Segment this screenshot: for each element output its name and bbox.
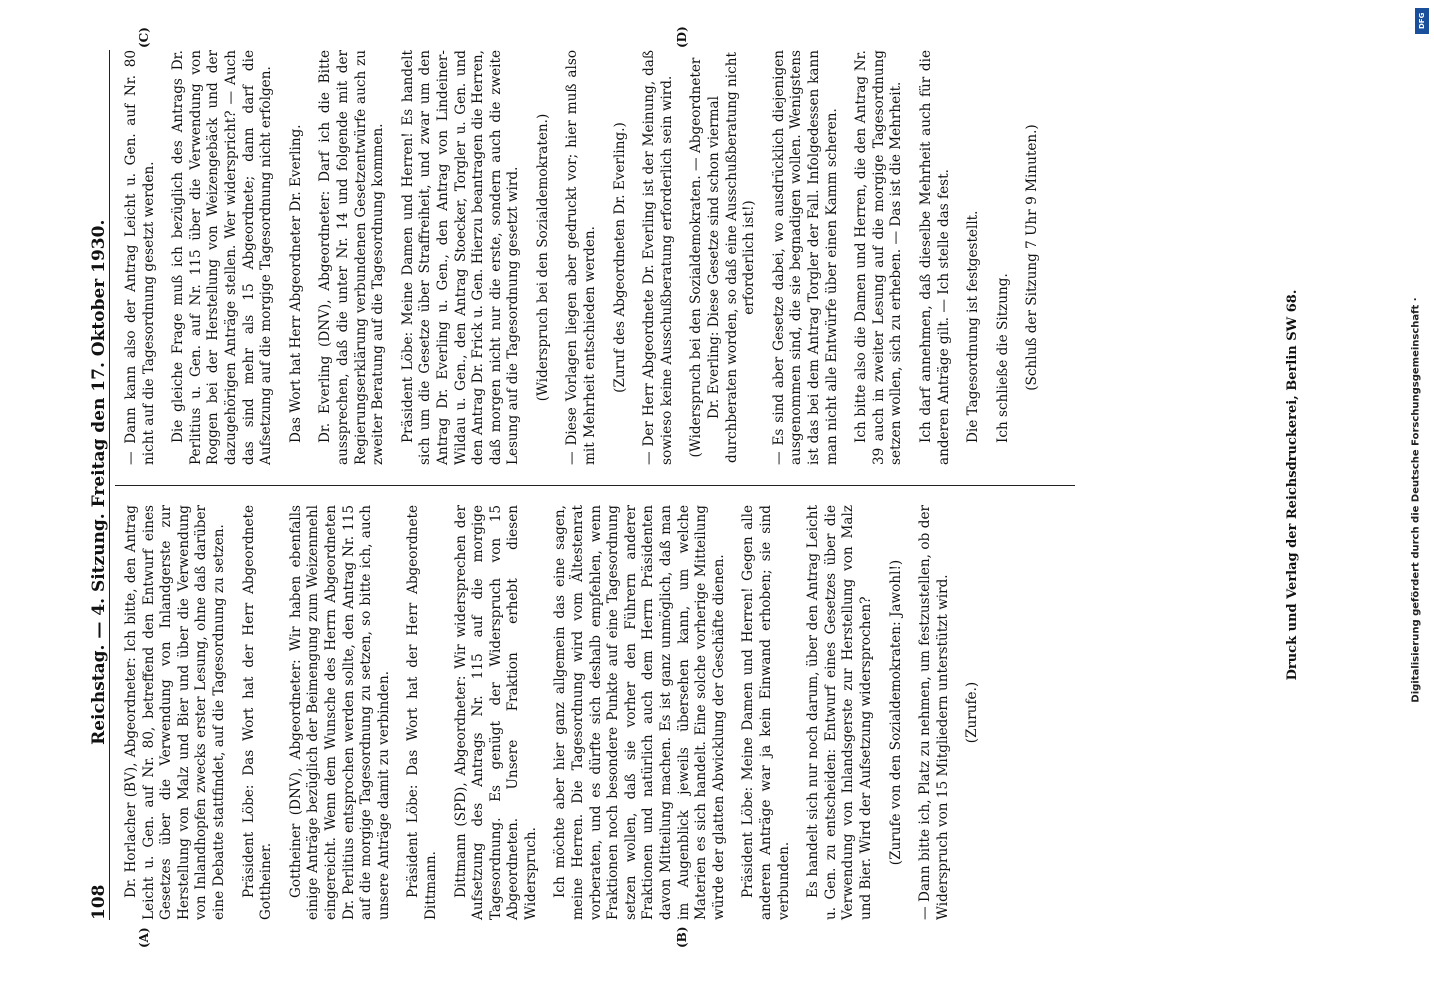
paragraph: — Es sind aber Gesetze dabei, wo ausdrücklich diejenigen ausgenommen sind, die sie begnadigen wollen. Wenigstens ist das bei dem Antrag Torgler der Fall. Infolgedessen kann man nicht alle Entwürfe über einen Kamm scheren. [770, 50, 840, 465]
paragraph: Präsident Löbe: Meine Damen und Herren! Gegen alle anderen Anträge war ja kein Einwand erhoben; sie sind verbunden. [740, 505, 792, 920]
margin-marker-b: (B) [675, 926, 689, 948]
left-column [123, 505, 994, 920]
interjection: (Zurufe von den Sozialdemokraten: Jawohl!) [887, 559, 904, 866]
interjection: (Widerspruch bei den Sozialdemokraten. — Abgeordneter Dr. Everling: Diese Gesetze sind schon viermal durchberaten worden, so daß eine Ausschußberatung nicht erforderlich ist!) [688, 52, 758, 463]
paragraph: Die gleiche Frage muß ich bezüglich des Antrags Dr. Perlitius u. Gen. auf Nr. 115 über die Verwendung von Roggen bei der Herstellung von Weizengebäck und der dazugehörigen Anträge stellen. Wer widerspricht? — Auch das sind mehr als 15 Abgeordnete; dann darf die Aufsetzung auf die morgige Tagesordnung nicht erfolgen. [170, 50, 275, 465]
paragraph: Dittmann (SPD), Abgeordneter: Wir widersprechen der Aufsetzung des Antrags Nr. 115 auf die morgige Tagesordnung. Es genügt der Widerspruch von 15 Abgeordneten. Unsere Fraktion erhebt diesen Widerspruch. [452, 505, 539, 920]
margin-marker-d: (D) [675, 26, 689, 48]
right-column [123, 50, 1054, 465]
interjection: (Zurufe.) [964, 681, 981, 744]
paragraph: Präsident Löbe: Meine Damen und Herren! Es handelt sich um die Gesetze über Straffreiheit, und zwar um den Antrag Dr. Everling u. Gen., den Antrag von Lindeiner-Wildau u. Gen., den Antrag Stoecker, Torgler u. Gen. und den Antrag Dr. Frick u. Gen. Hierzu beantragen die Herren, daß morgen nicht nur die erste, sondern auch die zweite Lesung auf die Tagesordnung gesetzt wird. [399, 50, 522, 465]
interjection: (Zuruf des Abgeordneten Dr. Everling.) [611, 122, 628, 393]
digitization-credit-text: Digitalisierung gefördert durch die Deutsche Forschungsgemeinschaft · [1410, 297, 1422, 703]
paragraph: Ich bitte also die Damen und Herren, die den Antrag Nr. 39 auch in zweiter Lesung auf die morgige Tagesordnung setzen wollen, sich zu erheben. — Das ist die Mehrheit. [853, 50, 905, 465]
paragraph: Das Wort hat Herr Abgeordneter Dr. Everling. [287, 124, 304, 443]
paragraph: Gottheiner (DNV), Abgeordneter: Wir haben ebenfalls einige Anträge bezüglich der Beimengung zum Weizenmehl eingereicht. Wenn dem Wunsche des Herrn Abgeordneten Dr. Perlitius entsprochen werden sollte, den Antrag Nr. 115 auf die morgige Tagesordnung zu setzen, so bitte ich, auch unsere Anträge damit zu verbinden. [287, 505, 392, 920]
rotated-document-page [75, 26, 1355, 948]
paragraph: Die Tagesordnung ist festgestellt. [965, 210, 982, 443]
closing-note: (Schluß der Sitzung 7 Uhr 9 Minuten.) [1024, 124, 1041, 391]
paragraph: — Der Herr Abgeordnete Dr. Everling ist der Meinung, daß sowieso keine Ausschußberatung erforderlich sein wird. [641, 50, 675, 465]
page-number: 108 [89, 884, 109, 920]
digitization-credit [1405, 5, 1427, 995]
margin-marker-c: (C) [137, 27, 151, 48]
paragraph: Ich darf annehmen, daß dieselbe Mehrheit auch für die anderen Anträge gilt. — Ich stelle das fest. [917, 50, 952, 465]
paragraph: Präsident Löbe: Das Wort hat der Herr Abgeordnete Gottheiner. [240, 505, 275, 920]
margin-marker-a: (A) [137, 927, 151, 948]
column-divider [115, 485, 1075, 486]
paragraph: Ich schließe die Sitzung. [994, 273, 1011, 443]
paragraph: — Dann kann also der Antrag Leicht u. Gen. auf Nr. 80 nicht auf die Tagesordnung gesetzt werden. [123, 50, 157, 465]
printer-footer: Druck und Verlag der Reichsdruckerei, Berlin SW 68. [1285, 289, 1300, 681]
page-running-title: Reichstag. — 4. Sitzung. Freitag den 17. Oktober 1930. [89, 219, 109, 745]
paragraph: — Dann bitte ich, Platz zu nehmen, um festzustellen, ob der Widerspruch von 15 Mitgliedern unterstützt wird. [917, 505, 951, 920]
interjection: (Widerspruch bei den Sozialdemokraten.) [534, 113, 551, 402]
paragraph: Ich möchte aber hier ganz allgemein das eine sagen, meine Herren. Die Tagesordnung wird vom Ältestenrat vorberaten, und es dürfte sich deshalb empfehlen, wenn Fraktionen noch besondere Punkte auf eine Tagesordnung setzen wollen, daß sie vorher den Führern anderer Fraktionen und natürlich auch dem Herrn Präsidenten davon Mitteilung machen. Es ist ganz unmöglich, daß man im Augenblick jeweils übersehen kann, um welche Materien es sich handelt. Eine solche vorherige Mitteilung würde der glatten Abwicklung der Geschäfte dienen. [552, 505, 727, 920]
page-header [75, 50, 110, 920]
dfg-logo-icon: DFG [1415, 8, 1429, 34]
paragraph: — Diese Vorlagen liegen aber gedruckt vor; hier muß also mit Mehrheit entschieden werden. [564, 50, 599, 465]
paragraph: Dr. Horlacher (BV), Abgeordneter: Ich bitte, den Antrag Leicht u. Gen. auf Nr. 80, betreffend den Entwurf eines Gesetzes über die Verwendung von Inlandgerste zur Herstellung von Malz und Bier und über die Verwendung von Inlandhopfen zwecks erster Lesung, ohne daß darüber eine Debatte stattfindet, auf die Tagesordnung zu setzen. [123, 505, 227, 920]
paragraph: Dr. Everling (DNV), Abgeordneter: Darf ich die Bitte aussprechen, daß die unter Nr. 14 und folgende mit der Regierungserklärung verbundenen Gesetzentwürfe auch zu zweiter Beratung auf die Tagesordnung kommen. [317, 50, 387, 465]
paragraph: Präsident Löbe: Das Wort hat der Herr Abgeordnete Dittmann. [405, 505, 439, 920]
paragraph: Es handelt sich nur noch darum, über den Antrag Leicht u. Gen. zu entscheiden: Entwurf eines Gesetzes über die Verwendung von Inlandsgerste zur Herstellung von Malz und Bier. Wird der Aufsetzung widersprochen? [805, 505, 874, 920]
